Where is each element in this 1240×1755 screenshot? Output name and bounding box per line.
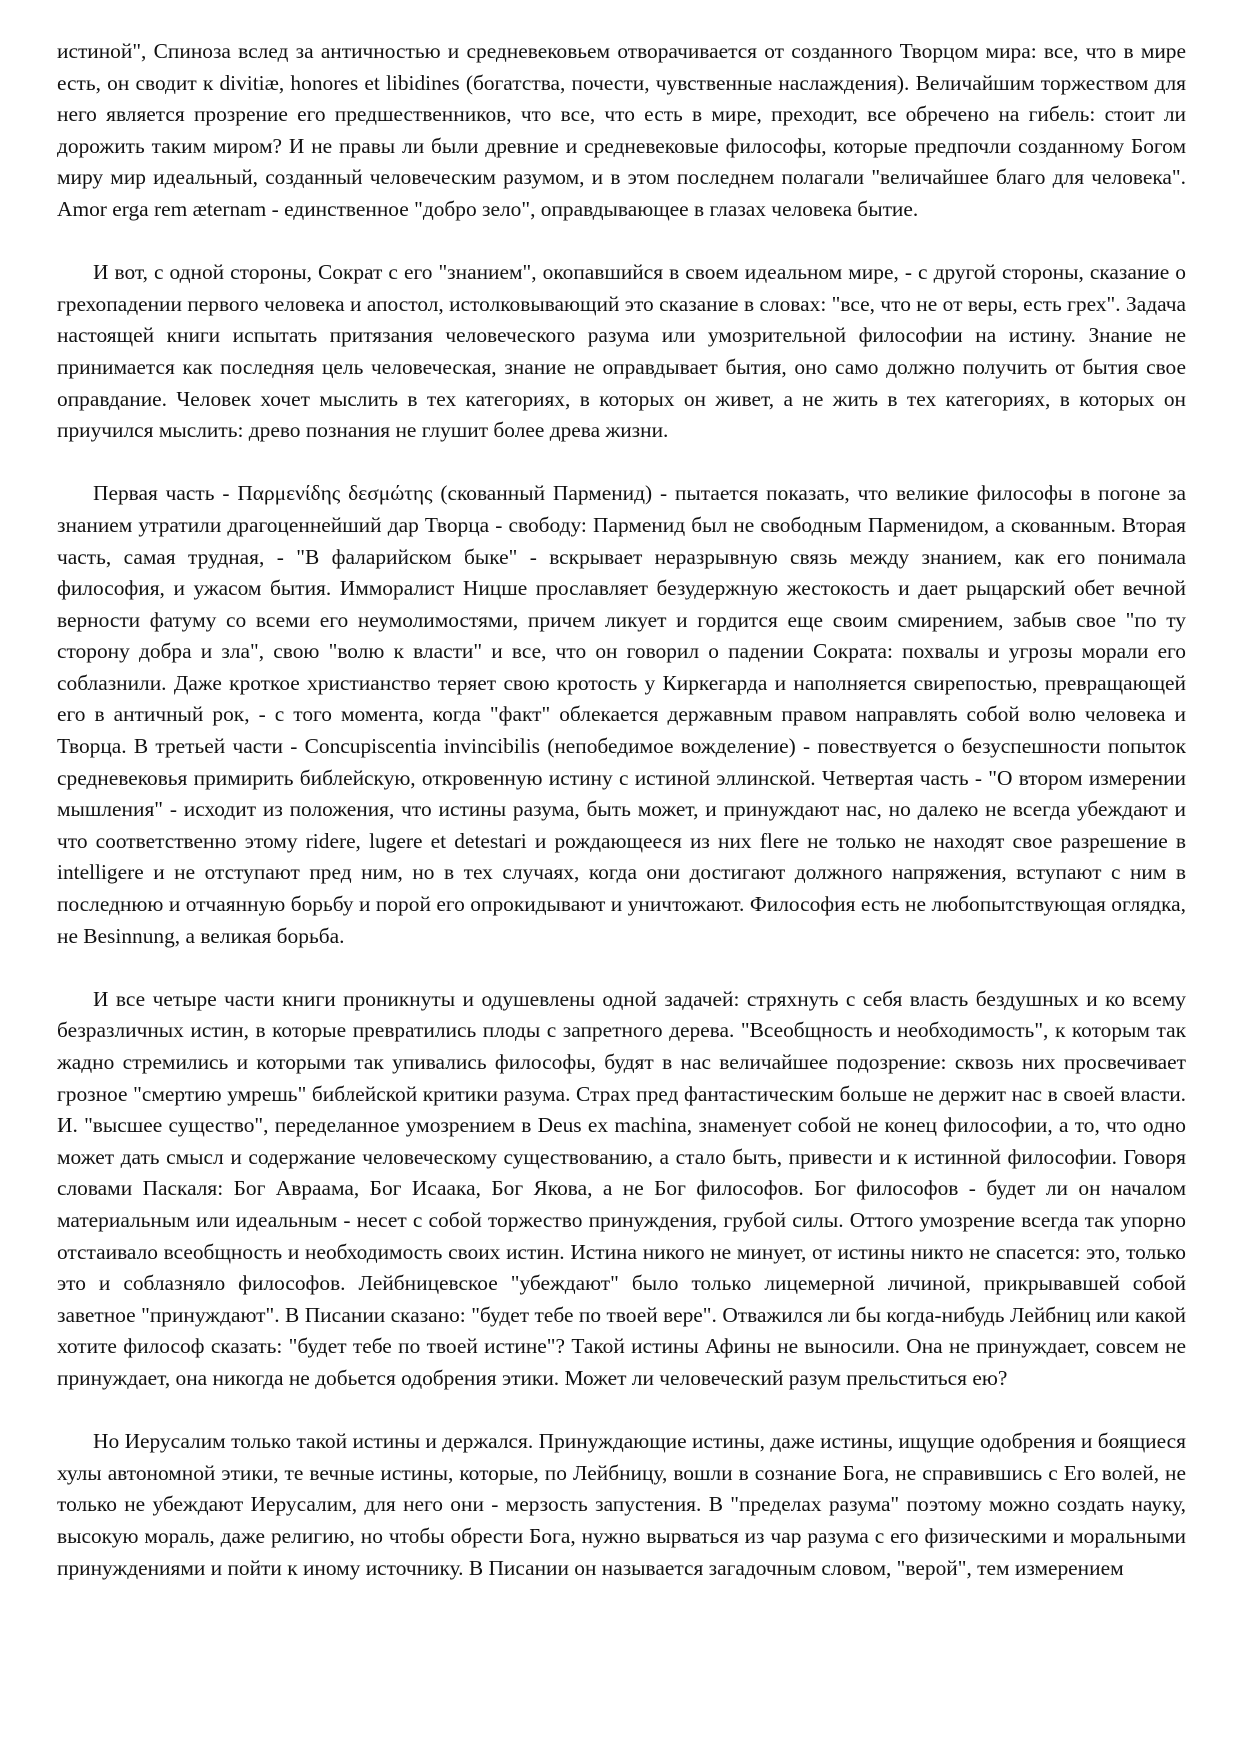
paragraph-5: Но Иерусалим только такой истины и держался. Принуждающие истины, даже истины, ищущие одобрения и боящиеся хулы автономной этики, те вечные истины, которые, по Лейбницу, вошли в сознание Бога, не справившись с Его волей, не только не убеждают Иерусалим, для него они - мерзость запустения. В "пределах разума" поэтому можно создать науку, высокую мораль, даже религию, но чтобы обрести Бога, нужно вырваться из чар разума с его физическими и моральными принуждениями и пойти к иному источнику. В Писании он называется загадочным словом, "верой", тем измерением bbox=[57, 1429, 1186, 1580]
paragraph-1: истиной", Спиноза вслед за античностью и средневековьем отворачивается от созданного Творцом мира: все, что в мире есть, он сводит к divitiæ, honores et libidines (богатства, почести, чувственные наслаждения). Величайшим торжеством для него является прозрение его предшественников, что все, что есть в мире, преходит, все обречено на гибель: стоит ли дорожить таким миром? И не правы ли были древние и средневековые философы, которые предпочли созданному Богом миру мир идеальный, созданный человеческим разумом, и в этом последнем полагали "величайшее благо для человека". Amor erga rem æternam - единственное "добро зело", оправдывающее в глазах человека бытие. bbox=[57, 39, 1186, 221]
paragraph-2: И вот, с одной стороны, Сократ с его "знанием", окопавшийся в своем идеальном мире, - с другой стороны, сказание о грехопадении первого человека и апостол, истолковывающий это сказание в словах: "все, что не от веры, есть грех". Задача настоящей книги испытать притязания человеческого разума или умозрительной философии на истину. Знание не принимается как последняя цель человеческая, знание не оправдывает бытия, оно само должно получить от бытия свое оправдание. Человек хочет мыслить в тех категориях, в которых он живет, а не жить в тех категориях, в которых он приучился мыслить: древо познания не глушит более древа жизни. bbox=[57, 260, 1186, 443]
paragraph-4: И все четыре части книги проникнуты и одушевлены одной задачей: стряхнуть с себя власть бездушных и ко всему безразличных истин, в которые превратились плоды с запретного дерева. "Всеобщность и необходимость", к которым так жадно стремились и которыми так упивались философы, будят в нас величайшее подозрение: сквозь них просвечивает грозное "смертию умрешь" библейской критики разума. Страх пред фантастическим больше не держит нас в своей власти. И. "высшее существо", переделанное умозрением в Deus ex machina, знаменует собой не конец философии, а то, что одно может дать смысл и содержание человеческому существованию, а стало быть, привести и к истинной философии. Говоря словами Паскаля: Бог Авраама, Бог Исаака, Бог Якова, а не Бог философов. Бог философов - будет ли он началом материальным или идеальным - несет с собой торжество принуждения, грубой силы. Оттого умозрение всегда так упорно отстаивало всеобщность и необходимость своих истин. Истина никого не минует, от истины никто не спасется: это, только это и соблазняло философов. Лейбницевское "убеждают" было только лицемерной личиной, прикрывавшей собой заветное "принуждают". В Писании сказано: "будет тебе по твоей вере". Отважился ли бы когда-нибудь Лейбниц или какой хотите философ сказать: "будет тебе по твоей истине"? Такой истины Афины не выносили. Она не принуждает, совсем не принуждает, она никогда не добьется одобрения этики. Может ли человеческий разум прельститься ею? bbox=[57, 986, 1186, 1390]
paragraph-3: Первая часть - Παρμενίδης δεσμώτης (скованный Парменид) - пытается показать, что великие философы в погоне за знанием утратили драгоценнейший дар Творца - свободу: Парменид был не свободным Парменидом, а скованным. Вторая часть, самая трудная, - "В фаларийском быке" - вскрывает неразрывную связь между знанием, как его понимала философия, и ужасом бытия. Имморалист Ницше прославляет безудержную жестокость и дает рыцарский обет вечной верности фатуму со всеми его неумолимостями, причем ликует и гордится еще своим смирением, забыв свое "по ту сторону добра и зла", свою "волю к власти" и все, что он говорил о падении Сократа: похвалы и угрозы морали его соблазнили. Даже кроткое христианство теряет свою кротость у Киркегарда и наполняется свирепостью, превращающей его в античный рок, - с того момента, когда "факт" облекается державным правом направлять собой волю человека и Творца. В третьей части - Concupiscentia invincibilis (непобедимое вожделение) - повествуется о безуспешности попыток средневековья примирить библейскую, откровенную истину с истиной эллинской. Четвертая часть - "О втором измерении мышления" - исходит из положения, что истины разума, быть может, и принуждают нас, но далеко не всегда убеждают и что соответственно этому ridere, lugere et detestari и рождающееся из них flere не только не находят свое разрешение в intelligere и не отступают пред ним, но в тех случаях, когда они достигают должного напряжения, вступают с ним в последнюю и отчаянную борьбу и порой его опрокидывают и уничтожают. Философия есть не любопытствующая оглядка, не Besinnung, а великая борьба. bbox=[57, 481, 1186, 948]
